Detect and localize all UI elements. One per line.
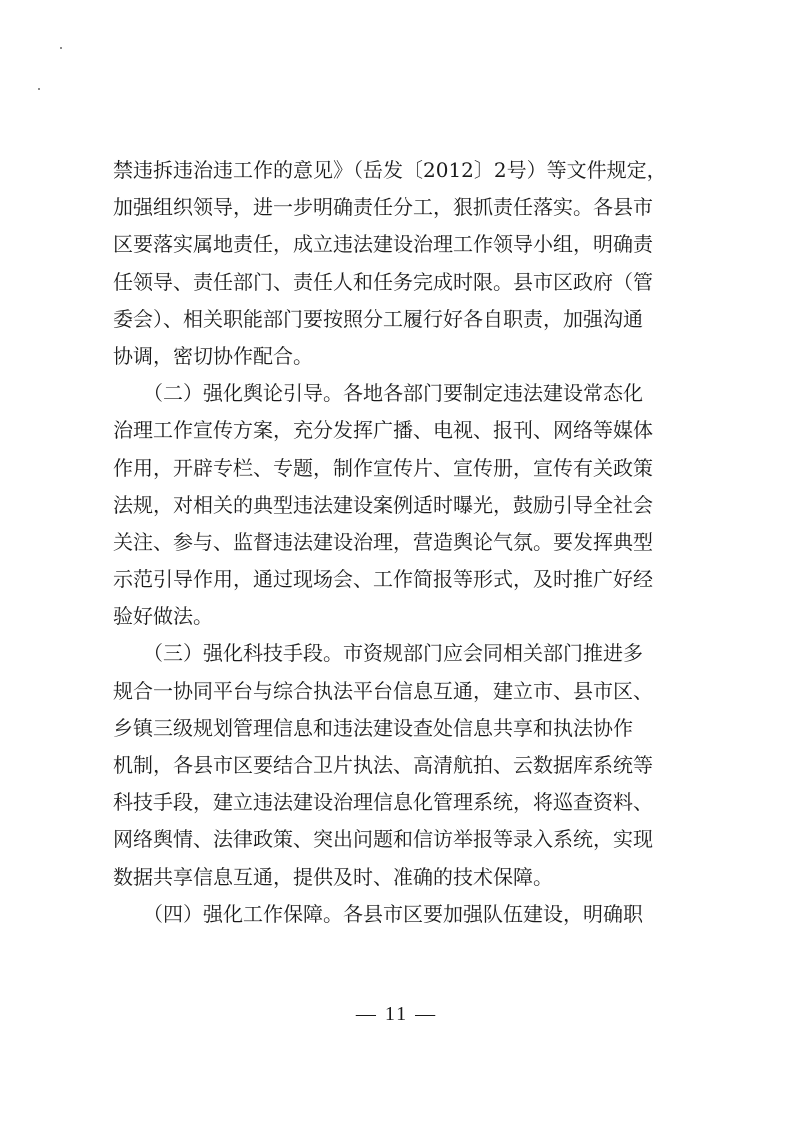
scan-speck	[38, 88, 40, 90]
text-line: 法规，对相关的典型违法建设案例适时曝光，鼓励引导全社会	[113, 492, 653, 517]
text-line: 委会）、相关职能部门要按照分工履行好各自职责，加强沟通	[113, 306, 643, 331]
text-line: 规合一协同平台与综合执法平台信息互通，建立市、县市区、	[113, 678, 653, 703]
text-line: 协调，密切协作配合。	[113, 343, 313, 368]
text-line: 科技手段，建立违法建设治理信息化管理系统，将巡查资料、	[113, 790, 653, 815]
text-line: 机制，各县市区要结合卫片执法、高清航拍、云数据库系统等	[113, 753, 653, 777]
text-line: （四）强化工作保障。各县市区要加强队伍建设，明确职	[113, 901, 643, 926]
text-line: 治理工作宣传方案，充分发挥广播、电视、报刊、网络等媒体	[113, 418, 653, 443]
scan-speck	[60, 47, 62, 49]
text-line: 任领导、责任部门、责任人和任务完成时限。县市区政府（管	[113, 269, 653, 294]
text-line: （三）强化科技手段。市资规部门应会同相关部门推进多	[113, 641, 643, 666]
body-text	[113, 152, 685, 933]
text-line: 数据共享信息互通，提供及时、准确的技术保障。	[113, 864, 553, 889]
text-line: 区要落实属地责任，成立违法建设治理工作领导小组，明确责	[113, 232, 653, 257]
text-line: 作用，开辟专栏、专题，制作宣传片、宣传册，宣传有关政策	[113, 455, 653, 480]
text-line: 验好做法。	[113, 604, 213, 629]
text-line: 乡镇三级规划管理信息和违法建设查处信息共享和执法协作	[113, 715, 633, 740]
page-number: — 11 —	[355, 1003, 438, 1025]
text-line: 示范引导作用，通过现场会、工作简报等形式，及时推广好经	[113, 567, 653, 592]
text-line: 加强组织领导，进一步明确责任分工，狠抓责任落实。各县市	[113, 195, 653, 220]
text-line: 网络舆情、法律政策、突出问题和信访举报等录入系统，实现	[113, 827, 653, 852]
text-line: （二）强化舆论引导。各地各部门要制定违法建设常态化	[113, 381, 643, 406]
text-line: 关注、参与、监督违法建设治理，营造舆论气氛。要发挥典型	[113, 529, 653, 554]
text-line: 禁违拆违治违工作的意见》（岳发〔2012〕2号）等文件规定，	[113, 158, 667, 182]
